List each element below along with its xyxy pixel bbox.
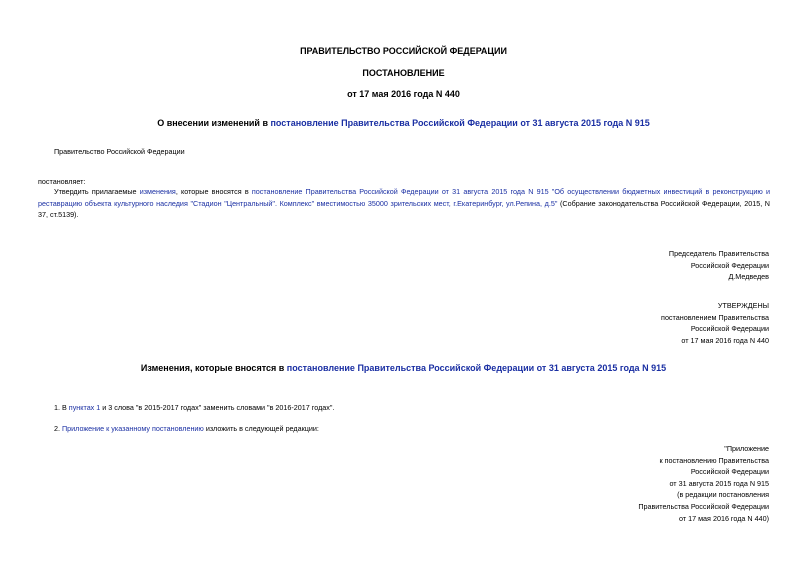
signature-line-3: Д.Медведев	[728, 272, 769, 282]
appendix-line-6: Правительства Российской Федерации	[638, 501, 769, 511]
appendix-line-7: от 17 мая 2016 года N 440)	[679, 513, 769, 523]
signature-block	[669, 248, 769, 283]
body-text-3: (Собрание законодательства Российской Федерации, 2015, N 37, ст.5139).	[38, 198, 771, 220]
approved-line-1: УТВЕРЖДЕНЫ	[717, 301, 769, 310]
appendix-line-1: "Приложение	[724, 444, 769, 453]
appendix-line-2: к постановлению Правительства	[659, 455, 769, 465]
appendix-line-4: от 31 августа 2015 года N 915	[669, 478, 769, 488]
document-date-number: от 17 мая 2016 года N 440	[347, 89, 460, 99]
appendix-line-3: Российской Федерации	[690, 467, 769, 477]
approved-line-3: Российской Федерации	[690, 324, 769, 334]
document-title-link[interactable]: постановление Правительства Российской Федерации от 31 августа 2015 года N 915	[270, 118, 650, 128]
document-title	[0, 118, 807, 129]
document-type: ПОСТАНОВЛЕНИЕ	[362, 68, 445, 78]
resolves-text: постановляет:	[38, 177, 86, 186]
government-heading: ПРАВИТЕЛЬСТВО РОССИЙСКОЙ ФЕДЕРАЦИИ	[300, 46, 507, 56]
signature-line-1: Председатель Правительства	[668, 249, 769, 258]
approved-line-2: постановлением Правительства	[661, 312, 769, 322]
issuer-text: Правительство Российской Федерации	[54, 147, 185, 156]
resolution-915-link[interactable]: постановление Правительства Российской Федерации от 31 августа 2015 года N 915 "Об осуществлении бюджетных инвестиций в реконструкцию и реставрацию объекта культурного наследия "Стадион "Центральный". Комплекс" вместимостью 35000 зрительских мест, г.Екатеринбург, ул.Репина, д.5"	[38, 187, 770, 208]
signature-line-2: Российской Федерации	[690, 260, 769, 270]
item-2-text-2: изложить в следующей редакции:	[203, 424, 319, 433]
document-title-prefix: О внесении изменений в	[157, 118, 271, 128]
appendix-line-5: (в редакции постановления	[677, 490, 769, 500]
body-text-1: Утвердить прилагаемые	[54, 187, 140, 196]
item-1	[54, 402, 334, 414]
item-2	[54, 423, 319, 435]
body-paragraph	[38, 186, 770, 221]
item-1-link[interactable]: пунктах 1	[68, 403, 101, 412]
changes-title	[0, 363, 807, 374]
item-1-text-1: 1. В	[54, 403, 69, 412]
changes-link[interactable]: изменения	[139, 187, 176, 196]
approved-block	[661, 300, 769, 346]
body-text-2: , которые вносятся в	[175, 187, 252, 196]
item-1-text-2: и 3 слова "в 2015-2017 годах" заменить словами "в 2016-2017 годах".	[100, 403, 335, 412]
item-2-link[interactable]: Приложение к указанному постановлению	[62, 424, 204, 433]
approved-line-4: от 17 мая 2016 года N 440	[681, 335, 769, 345]
changes-title-link[interactable]: постановление Правительства Российской Федерации от 31 августа 2015 года N 915	[286, 363, 667, 373]
changes-title-prefix: Изменения, которые вносятся в	[140, 363, 287, 373]
appendix-block	[638, 443, 769, 524]
item-2-text-1: 2.	[54, 424, 62, 433]
